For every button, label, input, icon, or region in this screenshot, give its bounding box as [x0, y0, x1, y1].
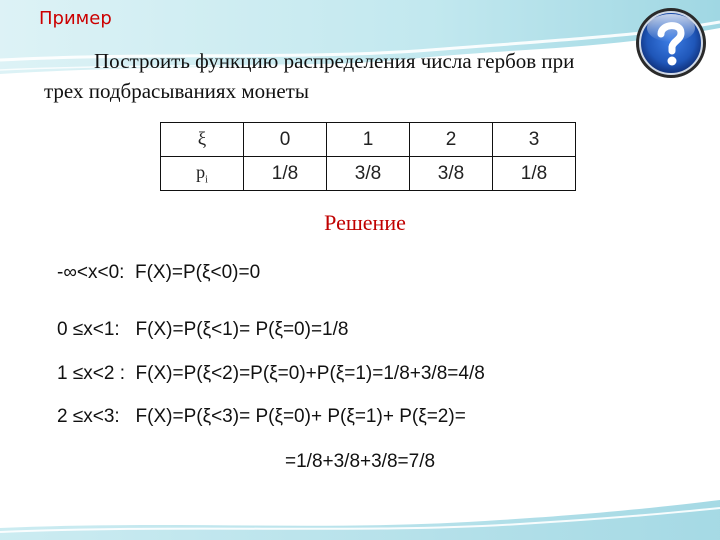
- table-header-cell: [161, 157, 244, 191]
- solution-line: 2 ≤x<3: F(X)=P(ξ<3)= P(ξ=0)+ P(ξ=1)+ P(ξ=2)=: [57, 406, 466, 427]
- distribution-table: [160, 122, 576, 191]
- table-row: [161, 123, 576, 157]
- solution-line: 1 ≤x<2 : F(X)=P(ξ<2)=P(ξ=0)+P(ξ=1)=1/8+3/8=4/8: [57, 363, 485, 384]
- solution-line: 0 ≤x<1: F(X)=P(ξ<1)= P(ξ=0)=1/8: [57, 319, 349, 340]
- table-cell: 3/8: [410, 157, 493, 191]
- probability-symbol: p: [196, 161, 206, 182]
- solution-title: Решение: [324, 210, 406, 235]
- table-cell: 1/8: [244, 157, 327, 191]
- table-row: [161, 157, 576, 191]
- table-header-cell: ξ: [161, 123, 244, 157]
- solution-line-continuation: =1/8+3/8+3/8=7/8: [285, 451, 436, 472]
- slide-title: Пример: [39, 8, 112, 29]
- probability-subscript: i: [205, 174, 208, 186]
- table-cell: 2: [410, 123, 493, 157]
- table-cell: 3: [493, 123, 576, 157]
- table-cell: 1: [327, 123, 410, 157]
- table-cell: 3/8: [327, 157, 410, 191]
- solution-line: -∞<x<0: F(X)=P(ξ<0)=0: [57, 262, 261, 283]
- help-button[interactable]: [634, 6, 708, 80]
- table-cell: 1/8: [493, 157, 576, 191]
- table-cell: 0: [244, 123, 327, 157]
- problem-statement: Построить функцию распределения числа гербов при трех подбрасываниях монеты: [44, 49, 575, 103]
